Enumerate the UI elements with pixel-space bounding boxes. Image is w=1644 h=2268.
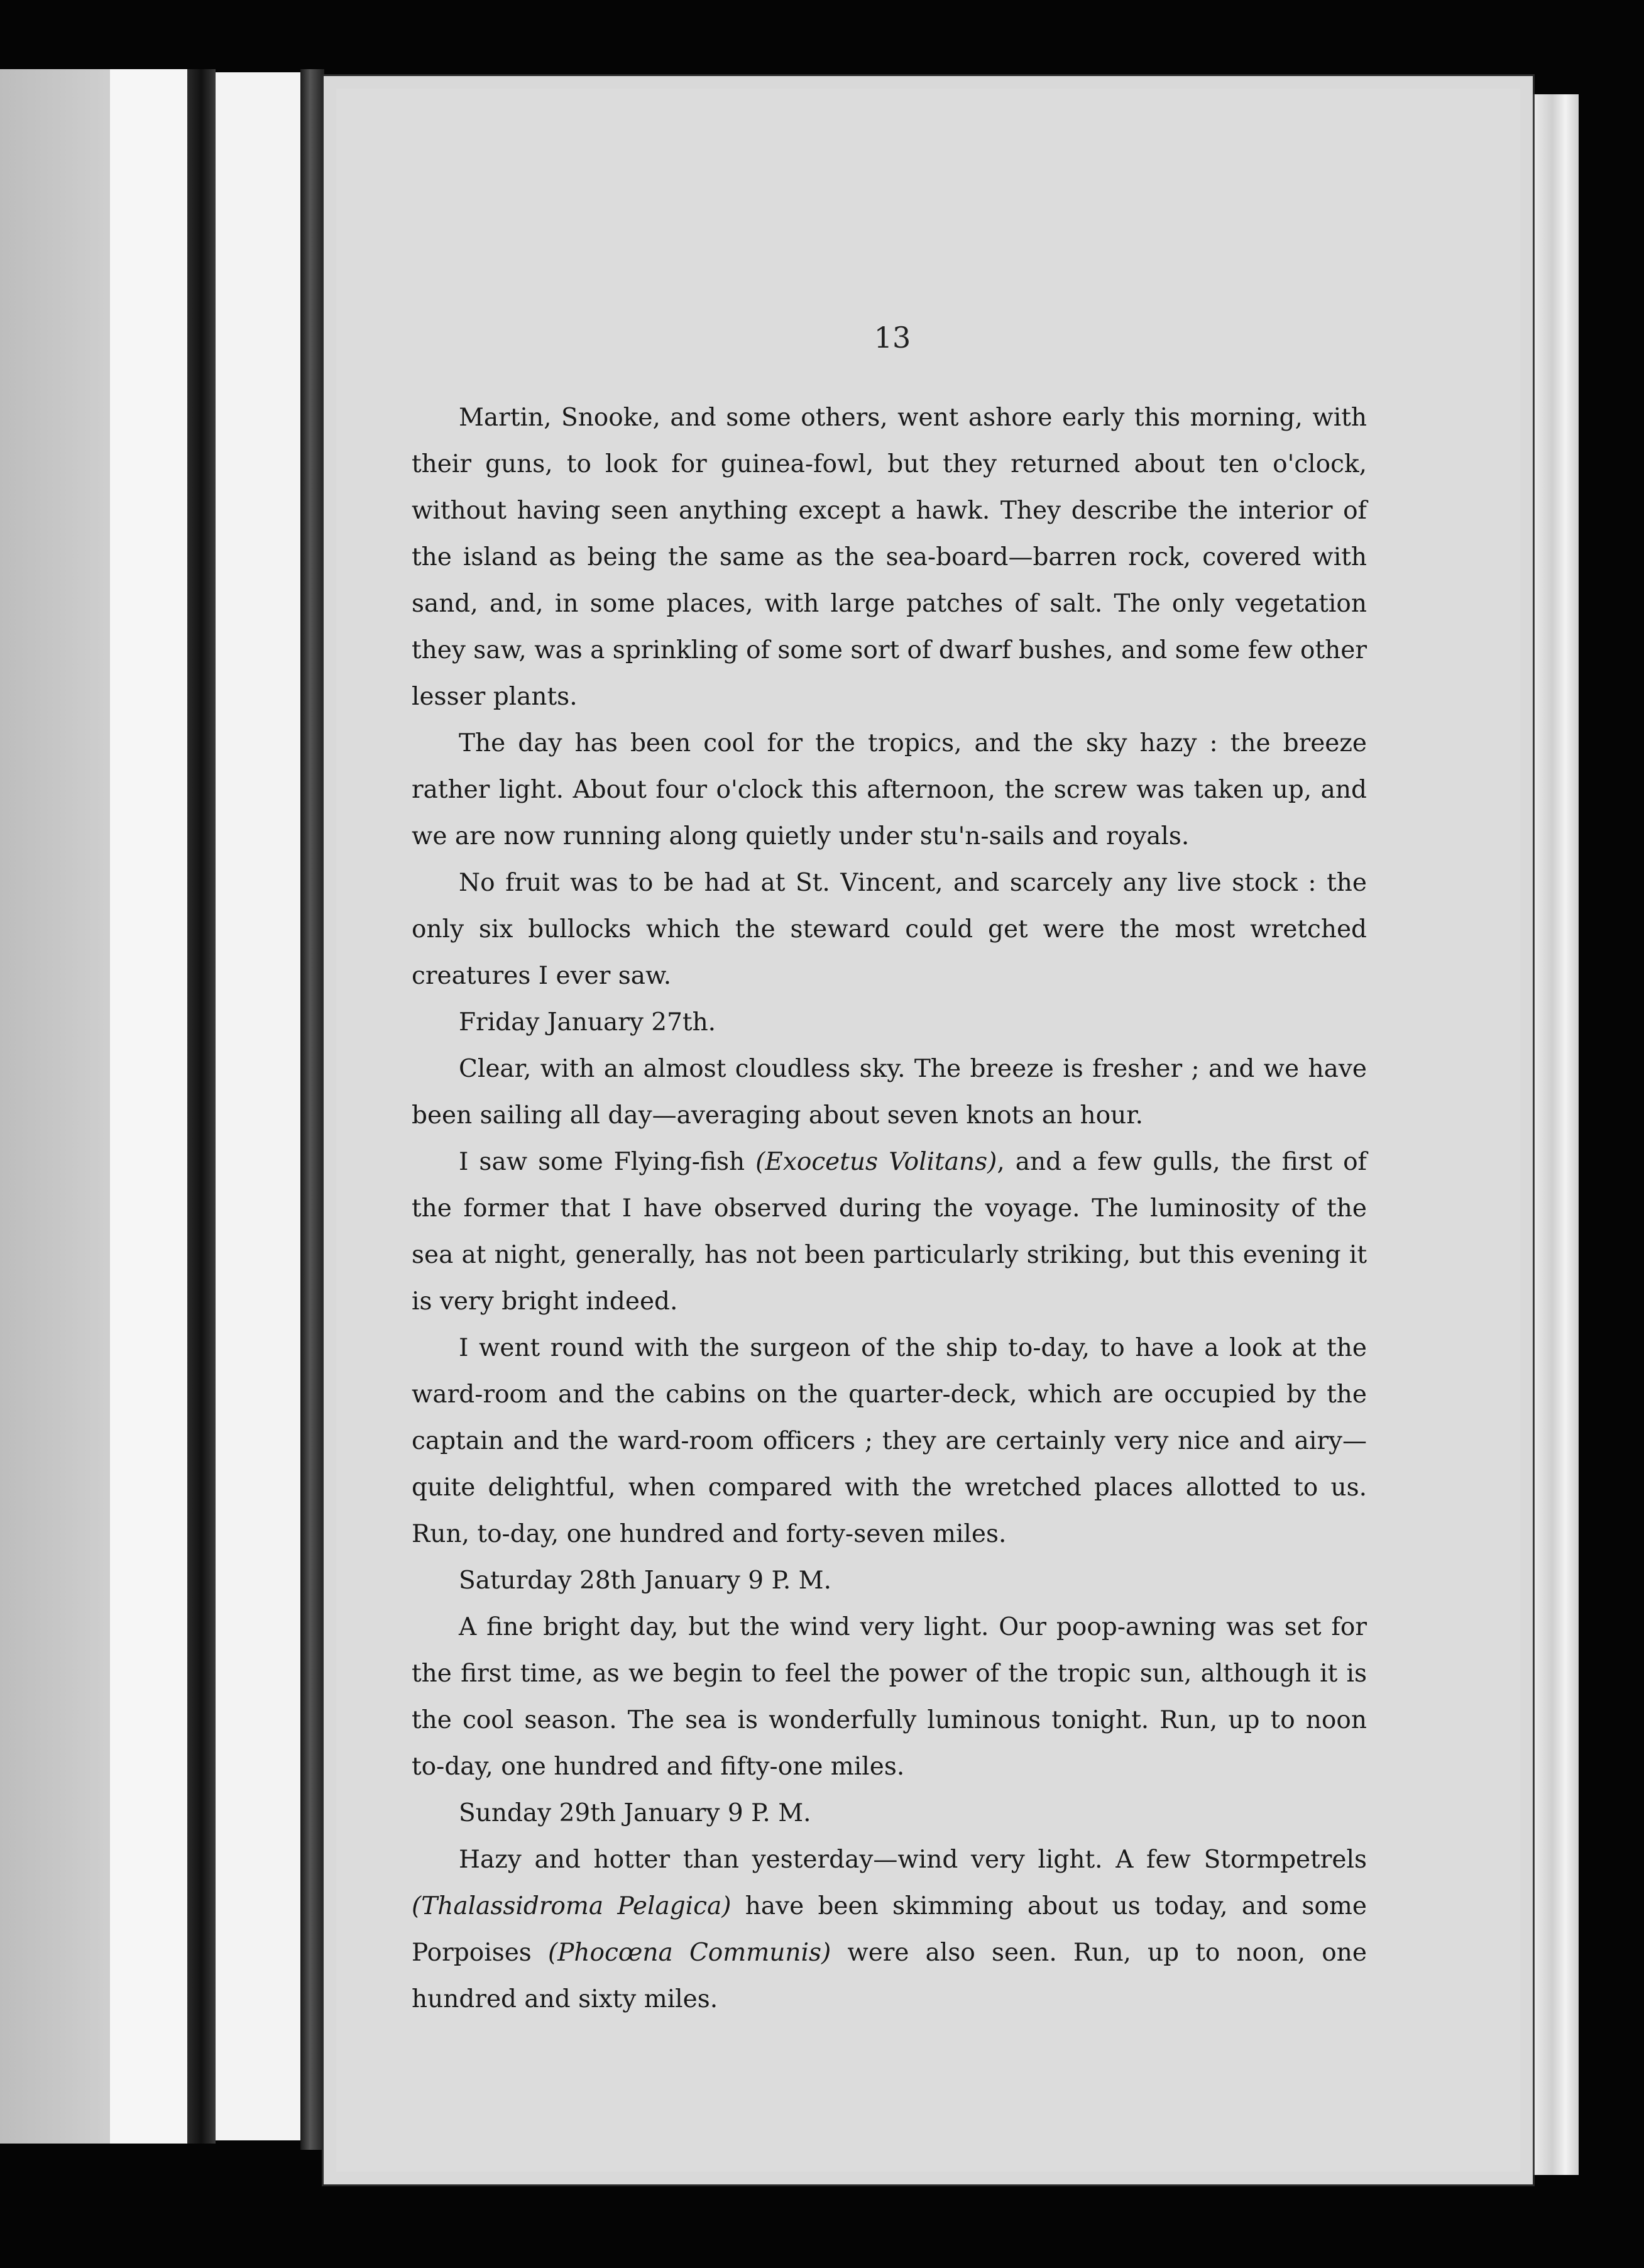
paragraph-ashore: Martin, Snooke, and some others, went ashore early this morning, with their guns, to look for guinea-fowl, but they returned about ten o'clock, without having seen anything except a hawk. They describe the interior of the island as being the same as the sea-board—barren rock, covered with sand, and, in some places, with large patches of salt. The only vegetation they saw, was a sprinkling of some sort of dwarf bushes, and some few other lesser plants.	[412, 404, 1367, 711]
date-heading-sunday: Sunday 29th January 9 P. M.	[459, 1799, 811, 1827]
paragraph-day-cool: The day has been cool for the tropics, and the sky hazy : the breeze rather light. About four o'clock this afternoon, the screw was taken up, and we are now running along quietly under stu'n-sails and royals.	[412, 729, 1367, 851]
adjacent-page-edge	[110, 69, 189, 2144]
species-exocetus: (Exocetus Volitans)	[755, 1148, 997, 1176]
gutter-margin	[216, 72, 304, 2140]
gutter-shadow	[187, 69, 216, 2144]
paragraph-flying-fish	[412, 1139, 1367, 1325]
paragraph-clear-sky: Clear, with an almost cloudless sky. The breeze is fresher ; and we have been sailing all day—averaging about seven knots an hour.	[412, 1055, 1367, 1130]
flying-fish-text-a: I saw some Flying-fish	[459, 1148, 756, 1176]
date-heading-saturday: Saturday 28th January 9 P. M.	[459, 1566, 831, 1595]
page-body	[412, 395, 1367, 2023]
date-heading-friday: Friday January 27th.	[459, 1008, 716, 1037]
book-spine	[300, 69, 324, 2150]
paragraph-no-fruit: No fruit was to be had at St. Vincent, and scarcely any live stock : the only six bullocks which the steward could get were the most wretched creatures I ever saw.	[412, 869, 1367, 990]
hazy-text-a: Hazy and hotter than yesterday—wind very light. A few Stormpetrels	[459, 1846, 1367, 1874]
hazy-text-b: have been skimming about us today, and some Porpoises	[412, 1892, 1367, 1967]
hazy-text-c: were also seen. Run, up to noon, one hundred and sixty miles.	[412, 1939, 1367, 2013]
paragraph-hazy	[412, 1837, 1367, 2023]
paragraph-ward-room: I went round with the surgeon of the ship to-day, to have a look at the ward-room and the cabins on the quarter-deck, which are occupied by the captain and the ward-room officers ; they are certainly very nice and airy—quite delightful, when compared with the wretched places allotted to us. Run, to-day, one hundred and forty-seven miles.	[412, 1334, 1367, 1548]
page-number: 13	[874, 321, 911, 355]
page-stack-edge	[1533, 94, 1579, 2175]
flying-fish-text-b: , and a few gulls, the first of the former that I have observed during the voyage. The luminosity of the sea at night, generally, has not been particularly striking, but this evening it is very bright indeed.	[412, 1148, 1367, 1316]
paragraph-fine-day: A fine bright day, but the wind very light. Our poop-awning was set for the first time, as we begin to feel the power of the tropic sun, although it is the cool season. The sea is wonderfully luminous tonight. Run, up to noon to-day, one hundred and fifty-one miles.	[412, 1613, 1367, 1781]
species-thalassidroma: (Thalassidroma Pelagica)	[412, 1892, 732, 1920]
species-phocoena: (Phocœna Communis)	[547, 1939, 831, 1967]
